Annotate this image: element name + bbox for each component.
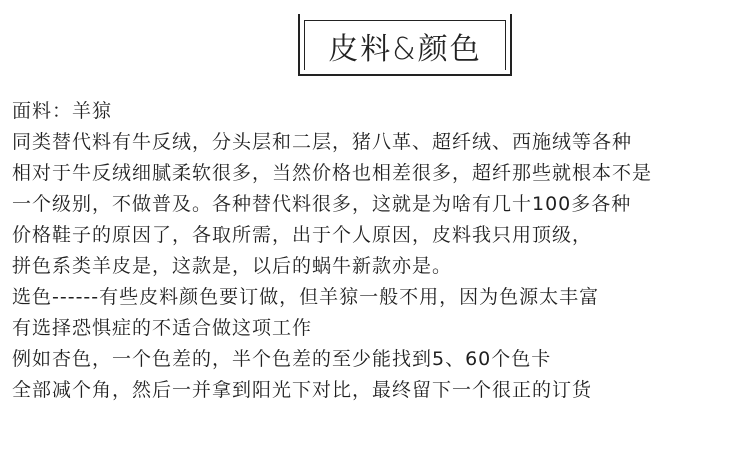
text-line: 全部减个角，然后一并拿到阳光下对比，最终留下一个很正的订货 — [12, 379, 593, 401]
text-line: 同类替代料有牛反绒，分头层和二层，猪八革、超纤绒、西施绒等各种 — [12, 131, 633, 153]
text-line: 选色------有些皮料颜色要订做，但羊猄一般不用，因为色源太丰富 — [12, 286, 600, 308]
body-text — [12, 96, 750, 406]
text-line: 一个级别，不做普及。各种替代料很多，这就是为啥有几十100多各种 — [12, 193, 632, 215]
text-line: 价格鞋子的原因了，各取所需，出于个人原因，皮料我只用顶级， — [12, 224, 593, 246]
text-line: 面料：羊猄 — [12, 100, 113, 122]
section-title-box — [298, 14, 512, 76]
text-line: 拼色系类羊皮是，这款是，以后的蜗牛新款亦是。 — [12, 255, 453, 277]
text-line: 相对于牛反绒细腻柔软很多，当然价格也相差很多，超纤那些就根本不是 — [12, 162, 653, 184]
text-line: 例如杏色，一个色差的，半个色差的至少能找到5、60个色卡 — [12, 348, 552, 370]
section-title-inner-frame — [304, 20, 506, 70]
text-line: 有选择恐惧症的不适合做这项工作 — [12, 317, 313, 339]
section-title: 皮料&颜色 — [328, 31, 482, 67]
